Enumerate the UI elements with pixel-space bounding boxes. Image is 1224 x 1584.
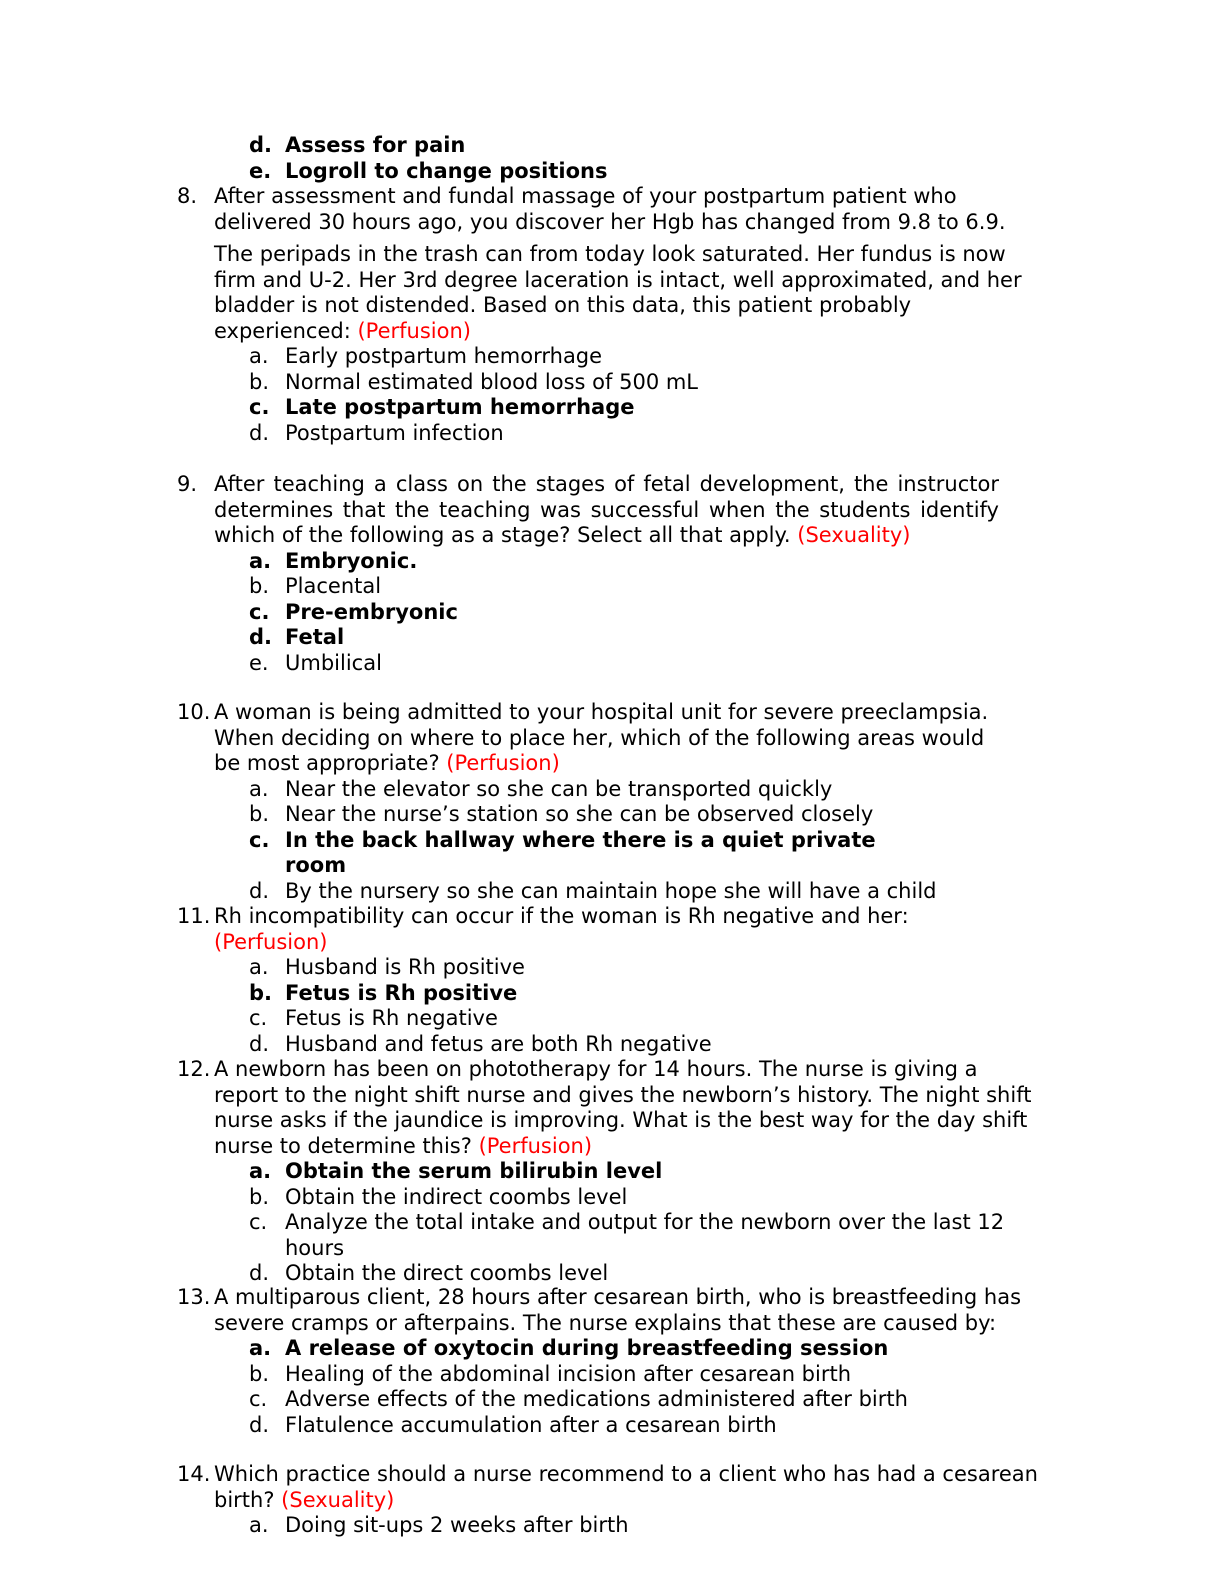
option-letter: b. (249, 1361, 270, 1386)
paragraph-text: A multiparous client, 28 hours after cesarean birth, who is breastfeeding has severe cramps or afterpains. The nurse explains that these are caused by: (214, 1285, 1022, 1335)
option-letter: c. (249, 1210, 268, 1234)
option-item (177, 1261, 1057, 1287)
option-text: In the back hallway where there is a quiet private room (285, 827, 876, 877)
option-text: Assess for pain (285, 133, 466, 157)
option-item (177, 625, 1057, 651)
option-item (177, 1387, 1057, 1413)
option-item (177, 981, 1057, 1007)
paragraph-text: A newborn has been on phototherapy for 14 hours. The nurse is giving a report to the night shift nurse and gives the newborn’s history. The night shift nurse asks if the jaundice is improving. What is the best way for the day shift nurse to determine this? (214, 1057, 1032, 1158)
option-letter: b. (249, 369, 270, 394)
option-item (177, 955, 1057, 981)
option-text: Adverse effects of the medications administered after birth (285, 1387, 908, 1411)
option-letter: d. (249, 1031, 270, 1056)
option-text: Normal estimated blood loss of 500 mL (285, 369, 699, 394)
option-text: Near the nurse’s station so she can be observed closely (285, 802, 874, 826)
option-item (177, 879, 1057, 905)
option-letter: c. (249, 1387, 268, 1411)
continued-options (177, 133, 1057, 184)
option-item (177, 344, 1057, 370)
option-text: Analyze the total intake and output for the newborn over the last 12 hours (285, 1210, 1005, 1260)
option-item (177, 159, 1057, 185)
option-item (177, 549, 1057, 575)
options-list (177, 1336, 1057, 1438)
option-letter: a. (249, 776, 269, 801)
option-letter: e. (249, 650, 269, 675)
question-stem (214, 700, 1057, 777)
option-letter: b. (249, 574, 270, 598)
question-8 (177, 184, 1057, 446)
option-text: Husband is Rh positive (285, 955, 525, 979)
question-paragraph (214, 1285, 1029, 1336)
option-letter: d. (249, 420, 270, 445)
option-text: Embryonic. (285, 548, 418, 573)
option-letter: d. (249, 1261, 270, 1285)
option-letter: b. (249, 1184, 270, 1209)
question-number: 11. (177, 904, 211, 928)
option-text: Early postpartum hemorrhage (285, 344, 603, 368)
question-number: 14. (177, 1462, 211, 1486)
question-stem (214, 1462, 1057, 1513)
category-tag: (Sexuality) (281, 1487, 395, 1512)
option-letter: c. (249, 1006, 268, 1030)
option-text: Obtain the indirect coombs level (285, 1184, 628, 1209)
question-stem (214, 904, 1057, 955)
option-letter: c. (249, 395, 270, 419)
category-tag: (Perfusion) (478, 1133, 593, 1158)
category-tag: (Perfusion) (357, 318, 471, 343)
option-letter: e. (249, 158, 272, 183)
option-text: Fetus is Rh positive (285, 980, 518, 1005)
option-letter: c. (249, 827, 270, 852)
paragraph-text: A woman is being admitted to your hospital unit for severe preeclampsia. When deciding on where to place her, which of the following areas would be most appropriate? (214, 700, 989, 775)
paragraph-text: After assessment and fundal massage of your postpartum patient who delivered 30 hours ago, you discover her Hgb has changed from 9.8 to 6.9. (214, 184, 1006, 234)
question-12 (177, 1057, 1057, 1287)
paragraph-text: The peripads in the trash can from today look saturated. Her fundus is now firm and U-2. Her 3rd degree laceration is intact, well approximated, and her bladder is not distended. Based on this data, this patient probably experienced: (214, 242, 1022, 343)
option-item (177, 802, 1057, 828)
option-item (177, 1362, 1057, 1388)
option-text: Husband and fetus are both Rh negative (285, 1031, 712, 1056)
option-text: Flatulence accumulation after a cesarean birth (285, 1412, 777, 1437)
option-text: By the nursery so she can maintain hope she will have a child (285, 878, 937, 903)
question-paragraph (214, 472, 999, 549)
option-text: A release of oxytocin during breastfeeding session (285, 1336, 889, 1360)
question-number: 12. (177, 1057, 211, 1081)
question-paragraph (214, 904, 1024, 955)
option-item (177, 133, 1057, 159)
option-letter: b. (249, 980, 273, 1005)
option-item (177, 370, 1057, 396)
option-item (177, 1336, 1057, 1362)
option-letter: d. (249, 133, 273, 157)
option-text: Obtain the serum bilirubin level (285, 1159, 663, 1183)
option-text: Obtain the direct coombs level (285, 1261, 609, 1285)
option-letter: d. (249, 1412, 270, 1437)
question-stem (214, 1285, 1057, 1336)
option-text: Doing sit-ups 2 weeks after birth (285, 1513, 629, 1537)
option-text: Fetus is Rh negative (285, 1006, 498, 1030)
option-letter: a. (249, 548, 272, 573)
option-item (177, 1413, 1057, 1439)
option-item (177, 1513, 1057, 1539)
option-item (177, 574, 1057, 600)
category-tag: (Perfusion) (214, 929, 328, 954)
option-item (177, 1185, 1057, 1211)
category-tag: (Perfusion) (446, 751, 560, 775)
question-paragraph (214, 700, 1004, 777)
question-paragraph (214, 1057, 1044, 1159)
paragraph-text: Which practice should a nurse recommend to a client who has had a cesarean birth? (214, 1462, 1038, 1512)
option-letter: a. (249, 1513, 269, 1537)
option-letter: a. (249, 344, 269, 368)
options-list (177, 344, 1057, 446)
option-letter: b. (249, 802, 270, 826)
options-list (177, 1159, 1057, 1287)
question-number: 8. (177, 184, 198, 208)
question-10 (177, 700, 1057, 904)
option-item (177, 651, 1057, 677)
options-list (177, 549, 1057, 677)
options-list (177, 955, 1057, 1057)
option-item (177, 395, 1057, 421)
option-item (177, 1006, 1057, 1032)
option-item (177, 421, 1057, 447)
option-text: Healing of the abdominal incision after cesarean birth (285, 1361, 852, 1386)
question-paragraph (214, 242, 1044, 344)
option-letter: c. (249, 599, 270, 624)
question-stem (214, 1057, 1057, 1159)
question-number: 9. (177, 472, 198, 496)
question-stem (214, 184, 1057, 344)
options-list (177, 1513, 1057, 1539)
option-text: Late postpartum hemorrhage (285, 395, 635, 419)
question-paragraph (214, 184, 1014, 235)
option-letter: a. (249, 1159, 272, 1183)
option-item (177, 1210, 1025, 1261)
question-14 (177, 1462, 1057, 1539)
option-letter: d. (249, 625, 273, 649)
option-letter: a. (249, 955, 269, 979)
option-text: Pre-embryonic (285, 599, 458, 624)
option-item (177, 777, 1057, 803)
option-item (177, 1159, 1057, 1185)
question-number: 13. (177, 1285, 211, 1309)
option-item (177, 600, 1057, 626)
option-letter: d. (249, 878, 270, 903)
option-text: Near the elevator so she can be transported quickly (285, 776, 833, 801)
question-13 (177, 1285, 1057, 1438)
option-text: Postpartum infection (285, 420, 504, 445)
option-letter: a. (249, 1336, 272, 1360)
option-text: Umbilical (285, 650, 382, 675)
question-paragraph (214, 1462, 1059, 1513)
option-text: Fetal (285, 625, 345, 649)
question-9 (177, 472, 1057, 676)
option-item (177, 1032, 1057, 1058)
paragraph-text: After teaching a class on the stages of fetal development, the instructor determines that the teaching was successful when the students identify which of the following as a stage? Select all that apply. (214, 472, 999, 547)
options-list (177, 777, 1057, 905)
question-11 (177, 904, 1057, 1057)
question-stem (214, 472, 1057, 549)
question-number: 10. (177, 700, 211, 724)
option-text: Logroll to change positions (285, 158, 608, 183)
paragraph-text: Rh incompatibility can occur if the woman is Rh negative and her: (214, 904, 909, 928)
category-tag: (Sexuality) (797, 523, 911, 547)
option-item (177, 828, 935, 879)
option-text: Placental (285, 574, 382, 598)
